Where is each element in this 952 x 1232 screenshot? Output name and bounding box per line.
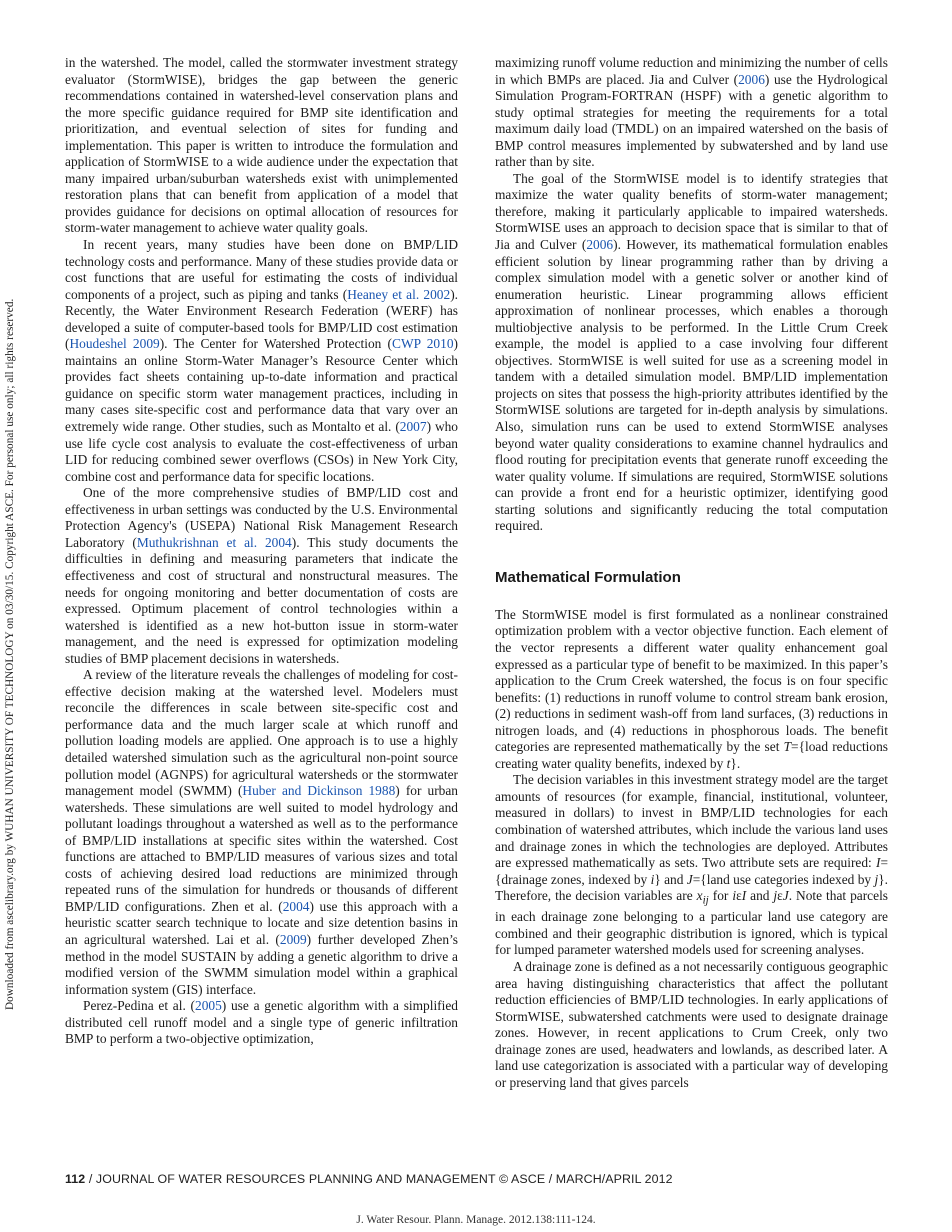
left-column	[65, 55, 458, 1048]
paragraph-text: in the watershed. The model, called the stormwater investment strategy evaluator (StormWISE), bridges the gap between the generic recommendations contained in watershed-level conservation plans and the more specific guidance required for BMP site identification and prioritization, and eventual selection of sites for funding and implementation. This paper is written to introduce the formulation and application of StormWISE to a wide audience under the expectation that many impaired urban/suburban watersheds exist with unimplemented restoration plans that can benefit from application of a model that provides guidance for decisions on optimal allocation of resources for storm-water management to achieve water quality goals.	[65, 55, 458, 236]
citation-line: J. Water Resour. Plann. Manage. 2012.138:111-124.	[356, 1214, 596, 1226]
reference-link[interactable]: Huber and Dickinson 1988	[242, 783, 396, 799]
reference-link[interactable]: Muthukrishnan et al. 2004	[136, 534, 292, 550]
reference-link[interactable]: Heaney et al. 2002	[347, 286, 451, 302]
math-symbol: T	[783, 739, 792, 755]
paragraph-text: In recent years, many studies have been done on BMP/LID technology costs and performance. Many of these studies provide data or cost functions that are useful for estimating the costs of individual components of a project, such as piping and tanks (	[65, 237, 458, 302]
paragraph	[65, 667, 458, 998]
math-symbol: I	[875, 855, 881, 871]
paragraph-text: A review of the literature reveals the challenges of modeling for cost-effective decision making at the watershed level. Modelers must reconcile the differences in scale between site-specific cost and performance data and the much larger scale at which runoff and pollution loading models are applied. One approach is to use a highly detailed watershed simulation such as the agricultural non-point source pollution model (AGNPS) for agricultural watersheds or the stormwater management model (SWMM) (	[65, 667, 458, 799]
paragraph-text: ) maintains an online Storm-Water Manager’s Resource Center which provides fact sheets containing up-to-date information and practical guidance on specific storm water management practices, including in many cases site-specific cost and performance data that vary over an extremely wide range. Other studies, such as Montalto et al. (	[65, 336, 458, 435]
paragraph	[495, 607, 888, 772]
paragraph-text: A drainage zone is defined as a not necessarily contiguous geographic area having distinguishing characteristics that affect the pollutant reduction efficiencies of BMP/LID technologies. In early applications of StormWISE, subwatershed catchments were used to designate drainage zones. However, in recent applications to Crum Creek, only two drainage zones are used, headwaters and lowlands, as described later. A land use categorization is associated with a particular way of developing or preserving land that gives parcels	[495, 959, 888, 1090]
paragraph	[65, 485, 458, 667]
paragraph-text: }.	[730, 755, 741, 771]
paragraph-text: maximizing runoff volume reduction and minimizing the number of cells in which BMPs are placed. Jia and Culver (	[495, 55, 888, 87]
math-subscript: ij	[702, 894, 709, 907]
paragraph-text: }. Therefore, the decision variables are	[495, 871, 888, 904]
paragraph	[495, 171, 888, 535]
paragraph-text: One of the more comprehensive studies of BMP/LID cost and effectiveness in urban settings was conducted by the U.S. Environmental Protection Agency's (USEPA) National Risk Management Research Laboratory (	[65, 485, 458, 550]
download-notice	[4, 298, 24, 1030]
math-symbol: j	[773, 888, 778, 904]
journal-line: / JOURNAL OF WATER RESOURCES PLANNING AND MANAGEMENT © ASCE / MARCH/APRIL 2012	[85, 1172, 673, 1186]
math-symbol: j	[874, 871, 879, 887]
paragraph-text: ). Recently, the Water Environment Research Federation (WERF) has developed a suite of computer-based tools for BMP/LID cost estimation (	[65, 286, 458, 352]
reference-link[interactable]: 2009	[279, 931, 307, 947]
section-heading: Mathematical Formulation	[495, 568, 681, 586]
paragraph-text: ). The Center for Watershed Protection (	[159, 336, 393, 352]
math-symbol: t	[726, 755, 731, 771]
paragraph-text: ={drainage zones, indexed by	[495, 855, 888, 887]
paragraph-text: . Note that parcels in each drainage zone belonging to a particular land use category are combined and their geographic distribution is ignored, which is typical for lumped parameter watershed models used for screening analyses.	[495, 888, 889, 958]
math-operator: ε	[777, 888, 783, 904]
paragraph	[65, 55, 458, 237]
paragraph-text: ={load reductions creating water quality benefits, indexed by	[495, 739, 888, 771]
paragraph-text: ). However, its mathematical formulation enables efficient solution by linear programming rather than by driving a complex simulation model with a genetic solver or another kind of enumeration heuristic. Linear programming allows efficient approximation of nonlinear processes, which enables a thorough multiobjective analysis to be performed. In the Little Crum Creek example, the model is applied to a case involving four different objectives. StormWISE is well suited for use as a screening model in tandem with a detailed simulation model. BMP/LID implementation projects on sites that possess the high-priority attributes identified by the StormWISE solutions are targeted for in-depth analysis by simulations. Also, simulation runs can be used to extend StormWISE analyses beyond water quality considerations to examine channel hydraulics and flood routing for precipitation events that generate runoff exceeding the water quality volume. If simulations are required, StormWISE solutions can provide a front end for a heuristic optimizer, identifying good starting solutions and significantly reducing the total computation required.	[495, 237, 889, 534]
paragraph	[65, 237, 458, 485]
paragraph-text: and	[746, 888, 774, 904]
right-column	[495, 55, 888, 1091]
math-symbol: J	[782, 888, 789, 904]
page-number: 112	[65, 1172, 86, 1186]
paragraph	[65, 998, 458, 1048]
reference-link[interactable]: Houdeshel 2009	[69, 336, 160, 352]
paragraph-text: ) use the Hydrological Simulation Program-FORTRAN (HSPF) with a genetic algorithm to study optimal strategies for meeting the requirements for a total maximum daily load (TMDL) on an impaired watershed on the basis of BMP control measures implemented by subwatershed and by land use rather than by site.	[495, 71, 888, 170]
reference-link[interactable]: 2005	[195, 998, 222, 1014]
reference-link[interactable]: 2006	[586, 237, 614, 253]
math-operator: ε	[736, 888, 742, 904]
paragraph-text: } and	[654, 871, 687, 887]
download-notice-text: Downloaded from ascelibrary.org by WUHAN UNIVERSITY OF TECHNOLOGY on 03/30/15. Copyright ASCE. For personal use only; all rights reserved.	[4, 298, 16, 1010]
paragraph-text: ) further developed Zhen’s method in the model SUSTAIN by adding a genetic algorithm to drive a modified version of the SWMM simulation model within a graphical information system (GIS) interface.	[65, 931, 458, 997]
paragraph-text: ). This study documents the difficulties in defining and measuring parameters that indicate the effectiveness and cost of structural and nonstructural measures. The needs for ongoing monitoring and better documentation of costs are expressed. Optimum placement of control technologies within a watershed is identified as a new hot-button issue in storm-water management, and the need is expressed for optimization modeling studies of BMP placement decisions in watersheds.	[65, 534, 459, 666]
paragraph-text: ) for urban watersheds. These simulations are well suited to model hydrology and pollutant loadings throughout a watershed as well as to the performance of BMP/LID installations at specific sites within the watershed. Cost functions are attached to BMP/LID measures of various sizes and total costs of achieving desired load reductions are minimized through repeated runs of the simulation for hundreds or thousands of different BMP/LID configurations. Zhen et al. (	[65, 783, 459, 914]
reference-link[interactable]: CWP 2010	[392, 336, 454, 352]
reference-link[interactable]: 2006	[738, 71, 765, 87]
paragraph	[495, 55, 888, 171]
paragraph	[495, 772, 888, 959]
paragraph-text: ) who use life cycle cost analysis to evaluate the cost-effectiveness of urban LID for reducing combined sewer overflows (CSOs) in New York City, combine cost and performance data for specific locations.	[65, 419, 458, 484]
math-symbol: x	[696, 888, 703, 904]
paragraph-text: The decision variables in this investment strategy model are the target amounts of resources (for example, financial, institutional, volunteer, measured in dollars) to invest in BMP/LID technologies for each combination of watershed attributes, which include the various land uses and drainage zones in which the technologies are deployed. Attributes are expressed mathematically as sets. Two attribute sets are required:	[495, 772, 888, 871]
reference-link[interactable]: 2004	[282, 898, 310, 914]
math-symbol: J	[686, 871, 693, 887]
paragraph-text: The StormWISE model is first formulated as a nonlinear constrained optimization problem with a vector objective function. Each element of the vector represents a different water quality enhancement goal expressed as a particular type of benefit to be maximized. In this paper’s application to the Crum Creek watershed, the focus is on four specific benefits: (1) reductions in runoff volume to control stream bank erosion, (2) reductions in sediment wash-off from land surfaces, (3) reductions in nitrogen loads, and (4) reductions in phosphorous loads. The benefit categories are represented mathematically by the set	[495, 606, 888, 755]
paragraph-text: The goal of the StormWISE model is to identify strategies that maximize the water quality benefits of storm-water management; therefore, making it particularly applicable to impaired watersheds. StormWISE uses an approach to decision space that is similar to that of Jia and Culver (	[495, 170, 888, 253]
math-symbol: i	[650, 871, 655, 887]
paragraph	[495, 959, 888, 1091]
paragraph-text: ) use a genetic algorithm with a simplified distributed cell runoff model and a single type of generic infiltration BMP to perform a two-objective optimization,	[65, 998, 458, 1047]
paragraph-text: ) use this approach with a heuristic scatter search technique to locate and size detention basins in an agricultural watershed. Lai et al. (	[65, 898, 458, 947]
paragraph-text: for	[708, 888, 733, 904]
page-footer	[65, 1172, 887, 1186]
math-symbol: I	[741, 888, 747, 904]
paragraph-text: ={land use categories indexed by	[692, 871, 875, 887]
reference-link[interactable]: 2007	[399, 419, 427, 435]
math-symbol: i	[732, 888, 737, 904]
paragraph-text: Perez-Pedina et al. (	[83, 998, 195, 1014]
